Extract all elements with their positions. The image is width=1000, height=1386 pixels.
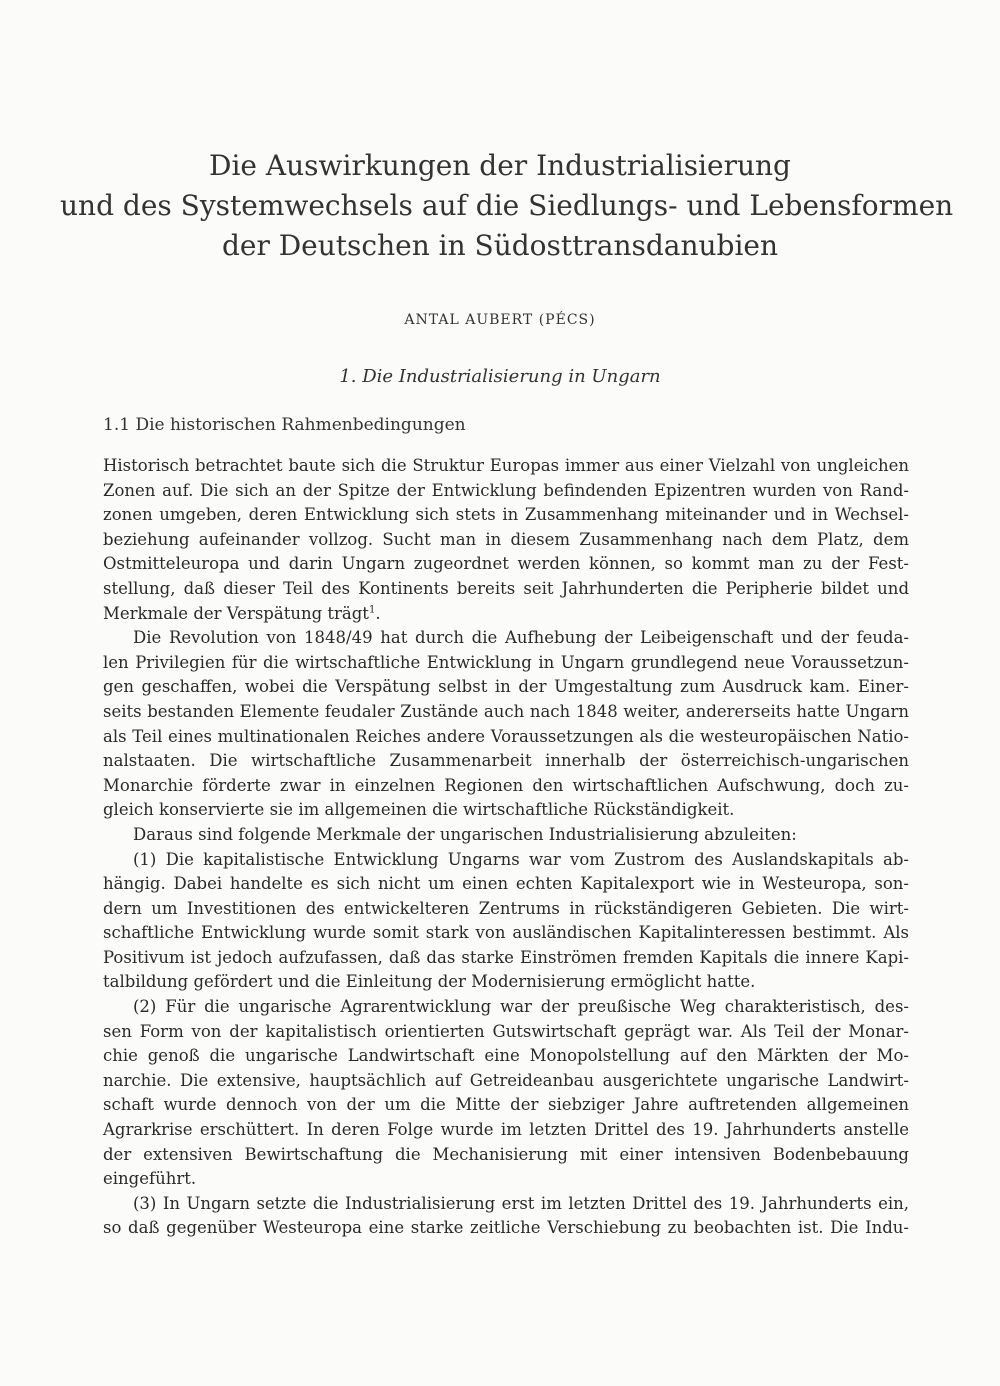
footnote-marker: 1 [368,604,376,616]
text-line: gleich konservierte sie im allgemeinen die wirtschaftliche Rückständigkeit. [103,800,735,820]
text-line: Zonen auf. Die sich an der Spitze der Entwicklung befindenden Epizentren wurden von Rand- [103,480,909,500]
paragraph [103,454,909,626]
text-line: zonen umgeben, deren Entwicklung sich stets in Zusammenhang miteinander und in Wechsel- [103,505,909,525]
text-fragment: . [375,603,381,623]
text-line: Positivum ist jedoch aufzufassen, daß das starke Einströmen fremden Kapitals die innere Kapi- [103,947,909,967]
text-line: narchie. Die extensive, hauptsächlich auf Getreideanbau ausgerichtete ungarische Landwirt- [103,1070,909,1090]
text-line: der extensiven Bewirtschaftung die Mechanisierung mit einer intensiven Bodenbebauung [103,1144,909,1164]
text-line: chie genoß die ungarische Landwirtschaft eine Monopolstellung auf den Märkten der Mo- [103,1046,909,1066]
text-line: len Privilegien für die wirtschaftliche Entwicklung in Ungarn grundlegend neue Voraussetzun- [103,652,909,672]
paragraph [103,626,909,823]
text-line: nalstaaten. Die wirtschaftliche Zusammenarbeit innerhalb der österreichisch-ungarischen [103,751,909,771]
text-line: beziehung aufeinander vollzog. Sucht man in diesem Zusammenhang nach dem Platz, dem [103,529,909,549]
paragraph [103,823,909,848]
title-line: und des Systemwechsels auf die Siedlungs- und Lebensformen [60,189,954,222]
text-line: Monarchie förderte zwar in einzelnen Regionen den wirtschaftlichen Aufschwung, doch zu- [103,775,909,795]
text-line: gen geschaffen, wobei die Verspätung selbst in der Umgestaltung zum Ausdruck kam. Einer- [103,677,909,697]
text-line: dern um Investitionen des entwickelteren Zentrums in rückständigeren Gebieten. Die wirt- [103,898,909,918]
text-line: talbildung gefördert und die Einleitung der Modernisierung ermöglicht hatte. [103,972,756,992]
section-heading: 1. Die Industrialisierung in Ungarn [339,366,661,387]
title-line: Die Auswirkungen der Industrialisierung [209,149,791,182]
text-line: eingeführt. [103,1169,197,1189]
text-line: stellung, daß dieser Teil des Kontinents bereits seit Jahrhunderten die Peripherie bildet und [103,578,909,598]
author-line: ANTAL AUBERT (PÉCS) [404,312,596,328]
text-line: schaft wurde dennoch von der um die Mitte der siebziger Jahre auftretenden allgemeinen [103,1095,909,1115]
text-line: so daß gegenüber Westeuropa eine starke zeitliche Verschiebung zu beobachten ist. Die Indu- [103,1218,909,1238]
text-line: (1) Die kapitalistische Entwicklung Ungarns war vom Zustrom des Auslandskapitals ab- [133,849,909,869]
article-title [60,146,954,266]
title-line: der Deutschen in Südosttransdanubien [221,229,779,262]
text-line: Die Revolution von 1848/49 hat durch die Aufhebung der Leibeigenschaft und der feuda- [133,628,909,648]
text-line: Daraus sind folgende Merkmale der ungarischen Industrialisierung abzuleiten: [133,824,797,844]
paragraph [103,1192,909,1241]
text-line: Agrarkrise erschüttert. In deren Folge wurde im letzten Drittel des 19. Jahrhunderts anstelle [103,1120,909,1140]
text-line: als Teil eines multinationalen Reiches andere Voraussetzungen als die westeuropäischen Natio- [103,726,909,746]
text-line: sen Form von der kapitalistisch orientierten Gutswirtschaft geprägt war. Als Teil der Monar- [103,1021,909,1041]
text-line: Historisch betrachtet baute sich die Struktur Europas immer aus einer Vielzahl von ungleichen [103,456,909,475]
text-line: hängig. Dabei handelte es sich nicht um einen echten Kapitalexport wie in Westeuropa, son- [103,874,909,894]
text-line: (3) In Ungarn setzte die Industrialisierung erst im letzten Drittel des 19. Jahrhunderts ein, [133,1193,909,1213]
text-line: schaftliche Entwicklung wurde somit stark von ausländischen Kapitalinteressen bestimmt. Als [103,923,909,943]
body-text [103,454,909,1241]
text-line: seits bestanden Elemente feudaler Zustände auch nach 1848 weiter, andererseits hatte Ungarn [103,701,909,721]
paragraph [103,848,909,996]
subsection-heading: 1.1 Die historischen Rahmenbedingungen [103,415,466,435]
text-fragment: Merkmale der Verspätung trägt [103,603,369,623]
paragraph [103,995,909,1192]
text-line: (2) Für die ungarische Agrarentwicklung war der preußische Weg charakteristisch, des- [133,997,909,1017]
text-line [103,602,909,627]
text-line: Ostmitteleuropa und darin Ungarn zugeordnet werden können, so kommt man zu der Fest- [103,554,909,574]
